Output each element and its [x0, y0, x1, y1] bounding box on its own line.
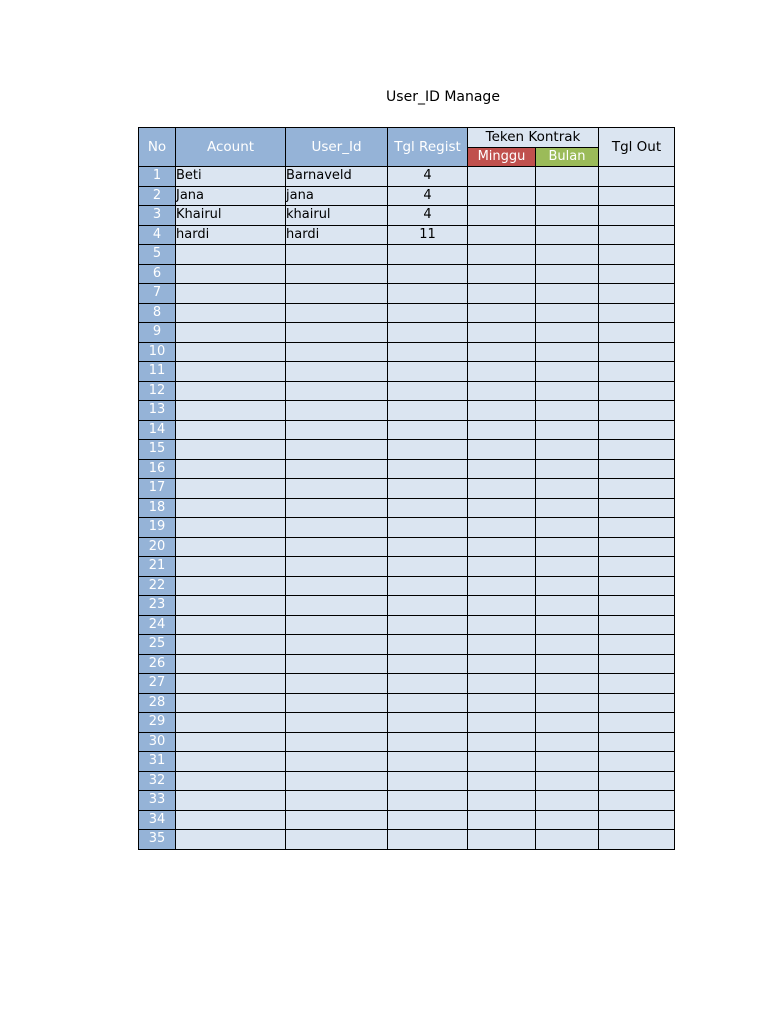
- cell-no: 3: [139, 206, 176, 226]
- cell-tgl-out: [599, 752, 675, 772]
- table-row: [139, 342, 675, 362]
- cell-no: 24: [139, 615, 176, 635]
- cell-bulan: [536, 518, 599, 538]
- cell-minggu: [468, 557, 536, 577]
- header-user-id: User_Id: [286, 128, 388, 167]
- cell-user-id: [286, 771, 388, 791]
- cell-user-id: [286, 791, 388, 811]
- cell-tgl-out: [599, 245, 675, 265]
- cell-minggu: [468, 635, 536, 655]
- cell-bulan: [536, 830, 599, 850]
- table-row: [139, 362, 675, 382]
- cell-user-id: [286, 732, 388, 752]
- cell-bulan: [536, 167, 599, 187]
- cell-tgl-regist: [388, 674, 468, 694]
- cell-no: 14: [139, 420, 176, 440]
- cell-no: 17: [139, 479, 176, 499]
- cell-user-id: [286, 323, 388, 343]
- cell-minggu: [468, 362, 536, 382]
- cell-user-id: [286, 303, 388, 323]
- cell-tgl-regist: [388, 342, 468, 362]
- cell-tgl-out: [599, 342, 675, 362]
- cell-tgl-regist: [388, 401, 468, 421]
- cell-minggu: [468, 830, 536, 850]
- cell-acount: [176, 362, 286, 382]
- cell-bulan: [536, 674, 599, 694]
- cell-acount: [176, 264, 286, 284]
- cell-no: 29: [139, 713, 176, 733]
- table-row: [139, 557, 675, 577]
- cell-acount: Beti: [176, 167, 286, 187]
- cell-acount: [176, 440, 286, 460]
- cell-minggu: [468, 225, 536, 245]
- cell-tgl-regist: [388, 713, 468, 733]
- cell-no: 23: [139, 596, 176, 616]
- cell-minggu: [468, 713, 536, 733]
- cell-tgl-out: [599, 596, 675, 616]
- cell-acount: [176, 693, 286, 713]
- cell-minggu: [468, 479, 536, 499]
- cell-acount: [176, 284, 286, 304]
- cell-bulan: [536, 791, 599, 811]
- cell-tgl-regist: [388, 771, 468, 791]
- cell-bulan: [536, 245, 599, 265]
- cell-acount: [176, 381, 286, 401]
- cell-minggu: [468, 323, 536, 343]
- cell-user-id: [286, 401, 388, 421]
- cell-tgl-regist: [388, 615, 468, 635]
- cell-tgl-regist: 4: [388, 167, 468, 187]
- cell-user-id: [286, 479, 388, 499]
- cell-minggu: [468, 245, 536, 265]
- table-row: [139, 323, 675, 343]
- table-row: [139, 420, 675, 440]
- table-row: [139, 674, 675, 694]
- cell-tgl-regist: [388, 420, 468, 440]
- cell-minggu: [468, 654, 536, 674]
- cell-user-id: [286, 264, 388, 284]
- cell-no: 25: [139, 635, 176, 655]
- cell-acount: [176, 518, 286, 538]
- cell-tgl-regist: [388, 284, 468, 304]
- cell-acount: [176, 323, 286, 343]
- cell-bulan: [536, 381, 599, 401]
- cell-tgl-out: [599, 401, 675, 421]
- cell-no: 12: [139, 381, 176, 401]
- cell-acount: [176, 791, 286, 811]
- cell-tgl-regist: [388, 381, 468, 401]
- cell-user-id: [286, 518, 388, 538]
- cell-acount: Jana: [176, 186, 286, 206]
- cell-minggu: [468, 752, 536, 772]
- cell-no: 27: [139, 674, 176, 694]
- cell-tgl-regist: [388, 323, 468, 343]
- header-tgl-out: Tgl Out: [599, 128, 675, 167]
- cell-bulan: [536, 342, 599, 362]
- cell-acount: [176, 303, 286, 323]
- cell-bulan: [536, 654, 599, 674]
- header-acount: Acount: [176, 128, 286, 167]
- header-bulan: Bulan: [536, 147, 599, 167]
- cell-user-id: [286, 810, 388, 830]
- cell-acount: [176, 771, 286, 791]
- cell-tgl-regist: [388, 635, 468, 655]
- cell-minggu: [468, 791, 536, 811]
- cell-acount: [176, 557, 286, 577]
- cell-minggu: [468, 342, 536, 362]
- cell-no: 6: [139, 264, 176, 284]
- table-row: [139, 264, 675, 284]
- cell-tgl-out: [599, 654, 675, 674]
- cell-tgl-out: [599, 713, 675, 733]
- cell-minggu: [468, 303, 536, 323]
- cell-no: 32: [139, 771, 176, 791]
- cell-tgl-out: [599, 362, 675, 382]
- cell-tgl-out: [599, 264, 675, 284]
- table-row: [139, 303, 675, 323]
- table-row: [139, 635, 675, 655]
- table-row: [139, 245, 675, 265]
- cell-tgl-out: [599, 576, 675, 596]
- cell-bulan: [536, 576, 599, 596]
- cell-user-id: [286, 596, 388, 616]
- cell-bulan: [536, 420, 599, 440]
- cell-acount: [176, 674, 286, 694]
- cell-minggu: [468, 401, 536, 421]
- cell-user-id: [286, 557, 388, 577]
- cell-tgl-out: [599, 537, 675, 557]
- cell-user-id: [286, 693, 388, 713]
- cell-tgl-regist: [388, 752, 468, 772]
- table-row: [139, 713, 675, 733]
- table-row: [139, 810, 675, 830]
- cell-minggu: [468, 810, 536, 830]
- cell-user-id: [286, 576, 388, 596]
- cell-bulan: [536, 440, 599, 460]
- cell-acount: [176, 498, 286, 518]
- page-title: User_ID Manage: [386, 89, 500, 105]
- cell-acount: [176, 479, 286, 499]
- table-row: [139, 654, 675, 674]
- header-teken-kontrak: Teken Kontrak: [468, 128, 599, 148]
- cell-bulan: [536, 615, 599, 635]
- cell-bulan: [536, 459, 599, 479]
- cell-no: 15: [139, 440, 176, 460]
- cell-bulan: [536, 323, 599, 343]
- cell-minggu: [468, 615, 536, 635]
- cell-minggu: [468, 537, 536, 557]
- user-id-table: [138, 127, 675, 850]
- cell-no: 2: [139, 186, 176, 206]
- cell-no: 16: [139, 459, 176, 479]
- table-row: [139, 537, 675, 557]
- cell-bulan: [536, 206, 599, 226]
- table-row: [139, 498, 675, 518]
- cell-bulan: [536, 635, 599, 655]
- cell-tgl-out: [599, 693, 675, 713]
- cell-no: 31: [139, 752, 176, 772]
- cell-no: 11: [139, 362, 176, 382]
- cell-no: 18: [139, 498, 176, 518]
- cell-bulan: [536, 537, 599, 557]
- table-row: [139, 693, 675, 713]
- cell-tgl-out: [599, 518, 675, 538]
- cell-minggu: [468, 167, 536, 187]
- cell-user-id: [286, 752, 388, 772]
- table-row: [139, 518, 675, 538]
- cell-tgl-out: [599, 186, 675, 206]
- cell-no: 26: [139, 654, 176, 674]
- cell-minggu: [468, 206, 536, 226]
- cell-tgl-regist: [388, 498, 468, 518]
- cell-bulan: [536, 693, 599, 713]
- cell-no: 21: [139, 557, 176, 577]
- cell-tgl-regist: 4: [388, 186, 468, 206]
- cell-user-id: [286, 537, 388, 557]
- cell-acount: [176, 752, 286, 772]
- cell-minggu: [468, 498, 536, 518]
- cell-minggu: [468, 440, 536, 460]
- cell-no: 19: [139, 518, 176, 538]
- cell-tgl-regist: [388, 596, 468, 616]
- cell-minggu: [468, 771, 536, 791]
- cell-tgl-regist: [388, 576, 468, 596]
- table-row: [139, 284, 675, 304]
- cell-acount: [176, 576, 286, 596]
- cell-minggu: [468, 674, 536, 694]
- table-row: [139, 381, 675, 401]
- cell-bulan: [536, 498, 599, 518]
- cell-bulan: [536, 479, 599, 499]
- cell-user-id: [286, 654, 388, 674]
- cell-minggu: [468, 420, 536, 440]
- cell-tgl-regist: [388, 732, 468, 752]
- cell-tgl-out: [599, 440, 675, 460]
- cell-user-id: khairul: [286, 206, 388, 226]
- cell-acount: [176, 420, 286, 440]
- cell-acount: [176, 537, 286, 557]
- cell-minggu: [468, 576, 536, 596]
- cell-acount: [176, 810, 286, 830]
- cell-tgl-regist: [388, 830, 468, 850]
- cell-bulan: [536, 810, 599, 830]
- cell-tgl-out: [599, 284, 675, 304]
- cell-bulan: [536, 713, 599, 733]
- cell-acount: [176, 245, 286, 265]
- cell-tgl-regist: [388, 459, 468, 479]
- cell-minggu: [468, 264, 536, 284]
- cell-tgl-regist: [388, 537, 468, 557]
- cell-tgl-regist: 4: [388, 206, 468, 226]
- cell-no: 34: [139, 810, 176, 830]
- table-row: [139, 459, 675, 479]
- cell-tgl-out: [599, 381, 675, 401]
- cell-bulan: [536, 752, 599, 772]
- cell-no: 35: [139, 830, 176, 850]
- cell-tgl-out: [599, 771, 675, 791]
- cell-tgl-out: [599, 615, 675, 635]
- cell-no: 22: [139, 576, 176, 596]
- cell-no: 30: [139, 732, 176, 752]
- header-no: No: [139, 128, 176, 167]
- table-row: [139, 440, 675, 460]
- cell-acount: Khairul: [176, 206, 286, 226]
- cell-tgl-regist: [388, 693, 468, 713]
- cell-bulan: [536, 303, 599, 323]
- cell-tgl-out: [599, 303, 675, 323]
- cell-bulan: [536, 225, 599, 245]
- cell-tgl-regist: [388, 557, 468, 577]
- cell-tgl-out: [599, 498, 675, 518]
- cell-tgl-out: [599, 557, 675, 577]
- cell-acount: hardi: [176, 225, 286, 245]
- cell-tgl-out: [599, 635, 675, 655]
- table-header: [139, 128, 675, 167]
- cell-minggu: [468, 518, 536, 538]
- cell-tgl-regist: [388, 245, 468, 265]
- cell-acount: [176, 830, 286, 850]
- cell-tgl-regist: 11: [388, 225, 468, 245]
- table-row: [139, 225, 675, 245]
- cell-acount: [176, 401, 286, 421]
- cell-tgl-regist: [388, 479, 468, 499]
- cell-bulan: [536, 284, 599, 304]
- cell-bulan: [536, 732, 599, 752]
- cell-bulan: [536, 362, 599, 382]
- cell-bulan: [536, 186, 599, 206]
- cell-user-id: jana: [286, 186, 388, 206]
- cell-acount: [176, 635, 286, 655]
- cell-user-id: hardi: [286, 225, 388, 245]
- cell-user-id: [286, 459, 388, 479]
- cell-bulan: [536, 401, 599, 421]
- cell-tgl-regist: [388, 362, 468, 382]
- cell-user-id: [286, 284, 388, 304]
- cell-no: 1: [139, 167, 176, 187]
- cell-user-id: Barnaveld: [286, 167, 388, 187]
- cell-acount: [176, 654, 286, 674]
- cell-tgl-out: [599, 791, 675, 811]
- table-row: [139, 479, 675, 499]
- cell-tgl-regist: [388, 518, 468, 538]
- table-row: [139, 830, 675, 850]
- cell-no: 10: [139, 342, 176, 362]
- cell-acount: [176, 342, 286, 362]
- cell-user-id: [286, 635, 388, 655]
- cell-user-id: [286, 381, 388, 401]
- table-row: [139, 791, 675, 811]
- cell-no: 9: [139, 323, 176, 343]
- cell-tgl-regist: [388, 791, 468, 811]
- cell-user-id: [286, 420, 388, 440]
- cell-tgl-regist: [388, 303, 468, 323]
- table-row: [139, 186, 675, 206]
- cell-user-id: [286, 342, 388, 362]
- cell-bulan: [536, 771, 599, 791]
- cell-tgl-regist: [388, 264, 468, 284]
- cell-acount: [176, 596, 286, 616]
- cell-minggu: [468, 459, 536, 479]
- table-row: [139, 401, 675, 421]
- cell-minggu: [468, 596, 536, 616]
- cell-no: 5: [139, 245, 176, 265]
- cell-tgl-out: [599, 830, 675, 850]
- table-row: [139, 771, 675, 791]
- cell-minggu: [468, 693, 536, 713]
- cell-tgl-regist: [388, 654, 468, 674]
- cell-tgl-out: [599, 206, 675, 226]
- cell-bulan: [536, 557, 599, 577]
- cell-minggu: [468, 284, 536, 304]
- cell-acount: [176, 732, 286, 752]
- table-row: [139, 752, 675, 772]
- header-minggu: Minggu: [468, 147, 536, 167]
- cell-user-id: [286, 440, 388, 460]
- cell-user-id: [286, 830, 388, 850]
- table-row: [139, 206, 675, 226]
- cell-no: 20: [139, 537, 176, 557]
- table-row: [139, 732, 675, 752]
- cell-no: 13: [139, 401, 176, 421]
- cell-user-id: [286, 713, 388, 733]
- cell-minggu: [468, 381, 536, 401]
- cell-tgl-out: [599, 810, 675, 830]
- cell-no: 8: [139, 303, 176, 323]
- cell-user-id: [286, 362, 388, 382]
- cell-user-id: [286, 674, 388, 694]
- cell-acount: [176, 713, 286, 733]
- table-row: [139, 576, 675, 596]
- cell-tgl-out: [599, 225, 675, 245]
- cell-bulan: [536, 264, 599, 284]
- table-row: [139, 615, 675, 635]
- cell-tgl-out: [599, 459, 675, 479]
- cell-tgl-out: [599, 420, 675, 440]
- cell-user-id: [286, 498, 388, 518]
- cell-tgl-out: [599, 732, 675, 752]
- cell-no: 28: [139, 693, 176, 713]
- header-tgl-regist: Tgl Regist: [388, 128, 468, 167]
- table-row: [139, 596, 675, 616]
- cell-acount: [176, 459, 286, 479]
- cell-tgl-out: [599, 167, 675, 187]
- cell-tgl-out: [599, 479, 675, 499]
- cell-no: 7: [139, 284, 176, 304]
- cell-minggu: [468, 732, 536, 752]
- cell-user-id: [286, 245, 388, 265]
- table-row: [139, 167, 675, 187]
- cell-bulan: [536, 596, 599, 616]
- table-body: [139, 167, 675, 850]
- cell-tgl-out: [599, 674, 675, 694]
- cell-minggu: [468, 186, 536, 206]
- cell-tgl-regist: [388, 440, 468, 460]
- cell-tgl-regist: [388, 810, 468, 830]
- cell-user-id: [286, 615, 388, 635]
- cell-no: 4: [139, 225, 176, 245]
- cell-no: 33: [139, 791, 176, 811]
- cell-tgl-out: [599, 323, 675, 343]
- cell-acount: [176, 615, 286, 635]
